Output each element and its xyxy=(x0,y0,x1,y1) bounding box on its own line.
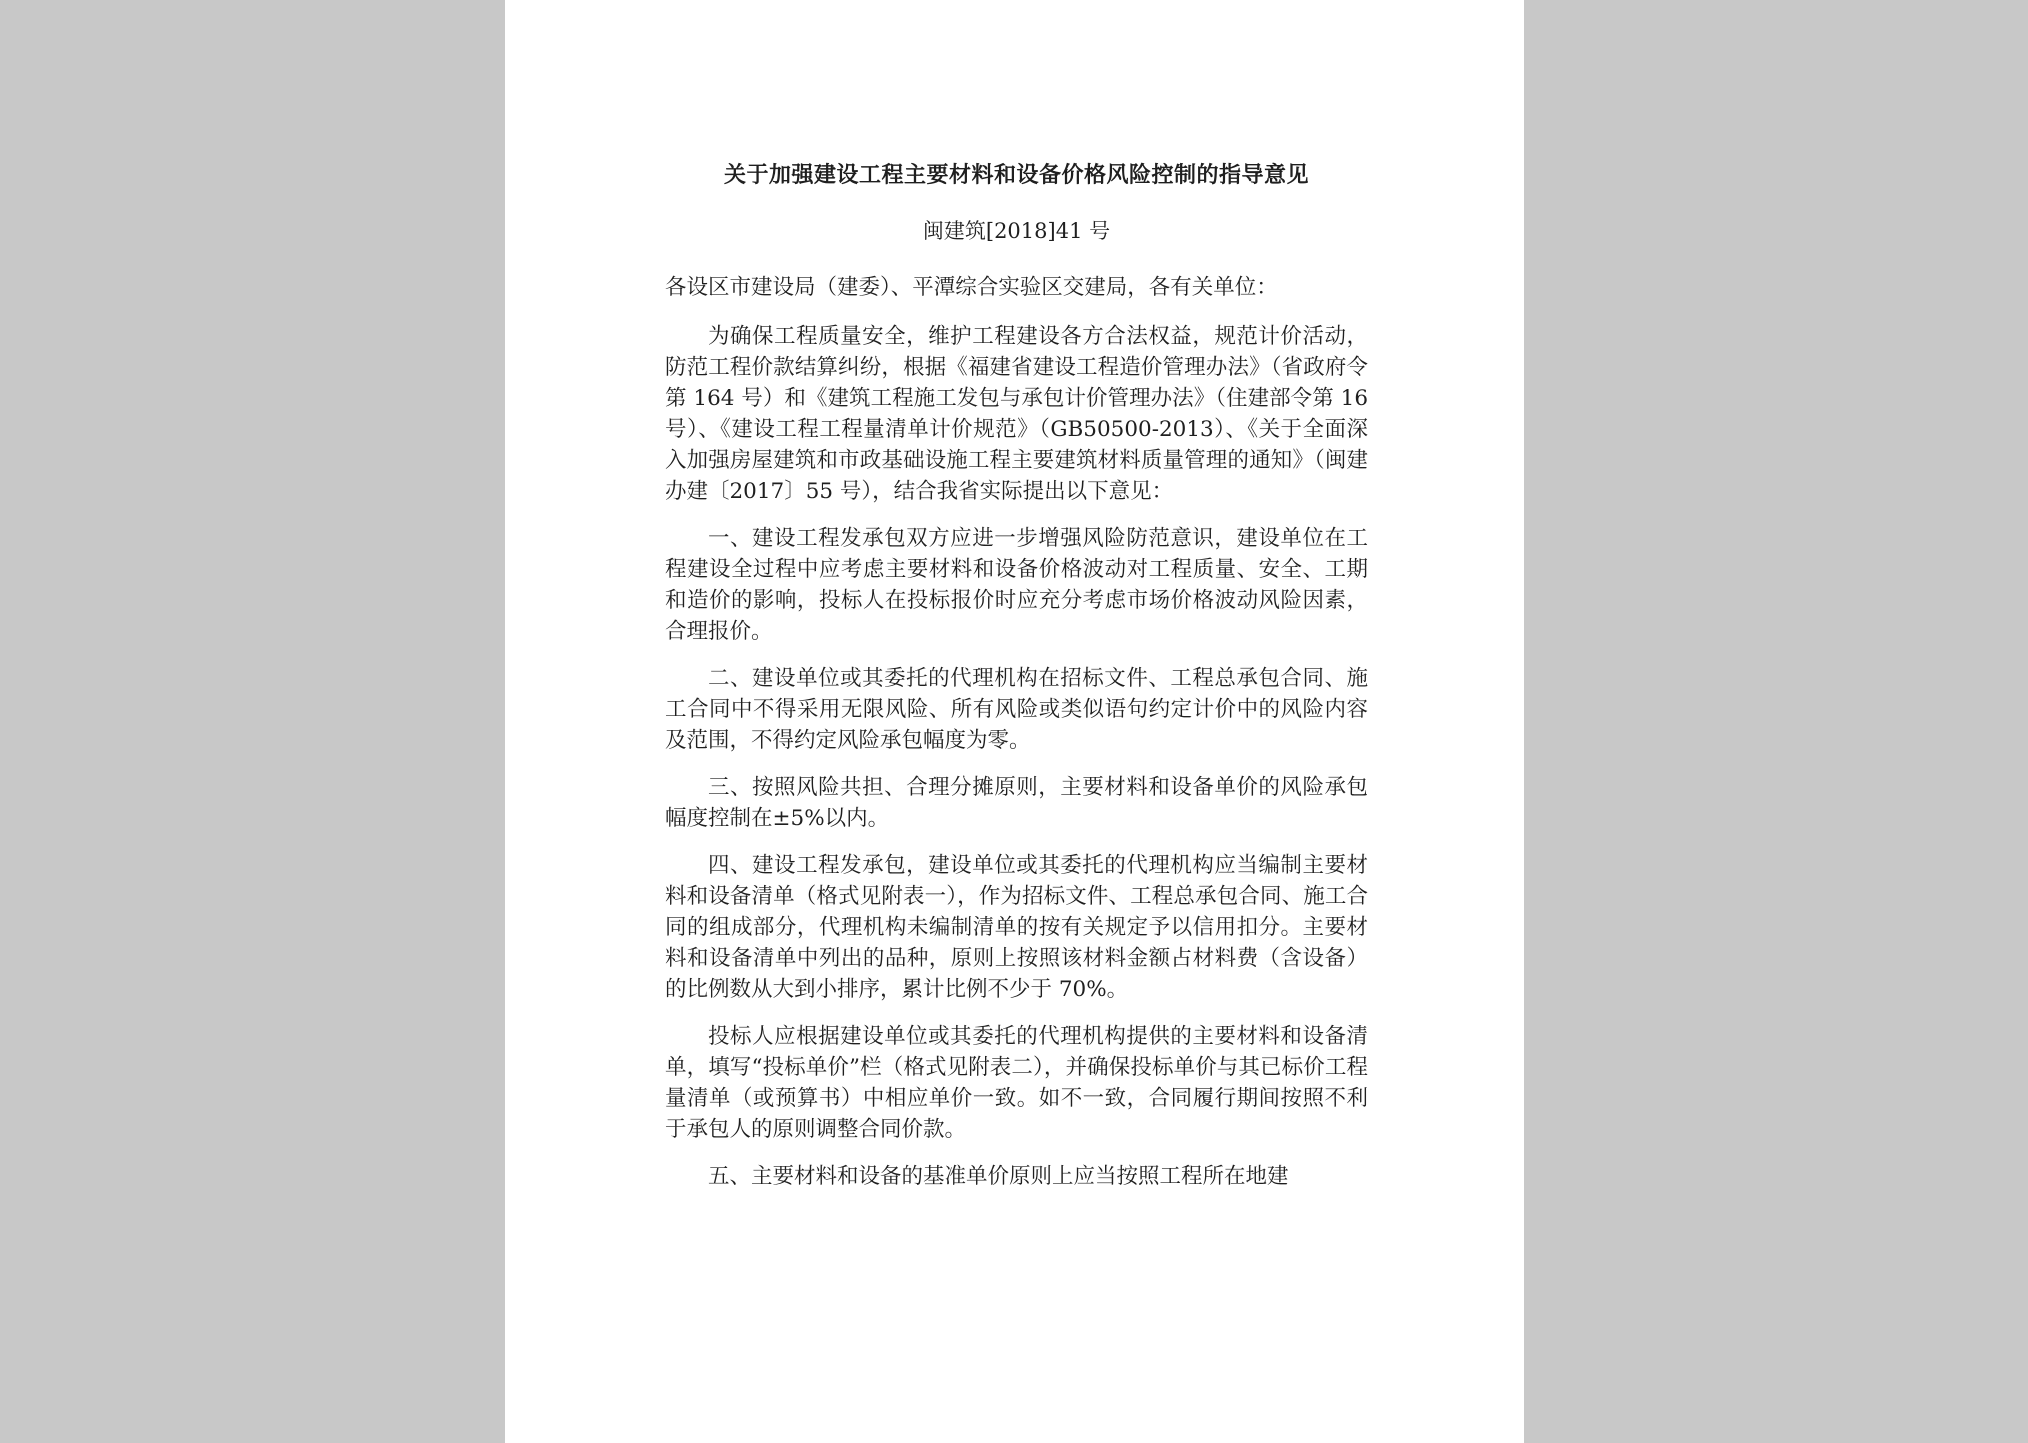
paragraph-item-3: 三、按照风险共担、合理分摊原则，主要材料和设备单价的风险承包幅度控制在±5%以内。 xyxy=(665,775,1368,831)
addressee-line: 各设区市建设局（建委）、平潭综合实验区交建局，各有关单位： xyxy=(665,275,1278,300)
paragraph-item-5: 五、主要材料和设备的基准单价原则上应当按照工程所在地建 xyxy=(708,1164,1289,1189)
document-number: 闽建筑[2018]41 号 xyxy=(922,219,1111,243)
paragraph-intro: 为确保工程质量安全，维护工程建设各方合法权益，规范计价活动，防范工程价款结算纠纷，根据《福建省建设工程造价管理办法》（省政府令第 164 号）和《建筑工程施工发包与承包计价管理办法》（住建部令第 16 号）、《建设工程工程量清单计价规范》（GB50500-2013）、《关于全面深入加强房屋建筑和市政基础设施工程主要建筑材料质量管理的通知》（闽建办建〔2017〕55 号），结合我省实际提出以下意见： xyxy=(665,324,1368,504)
paragraph-item-4-continued: 投标人应根据建设单位或其委托的代理机构提供的主要材料和设备清单，填写“投标单价”栏（格式见附表二），并确保投标单价与其已标价工程量清单（或预算书）中相应单价一致。如不一致，合同履行期间按照不利于承包人的原则调整合同价款。 xyxy=(665,1024,1368,1142)
paragraph-item-1: 一、建设工程发承包双方应进一步增强风险防范意识，建设单位在工程建设全过程中应考虑主要材料和设备价格波动对工程质量、安全、工期和造价的影响，投标人在投标报价时应充分考虑市场价格波动风险因素，合理报价。 xyxy=(665,526,1368,644)
paragraph-item-4: 四、建设工程发承包，建设单位或其委托的代理机构应当编制主要材料和设备清单（格式见附表一），作为招标文件、工程总承包合同、施工合同的组成部分，代理机构未编制清单的按有关规定予以信用扣分。主要材料和设备清单中列出的品种，原则上按照该材料金额占材料费（含设备）的比例数从大到小排序，累计比例不少于 70%。 xyxy=(665,853,1368,1002)
document-page xyxy=(505,0,1524,1443)
paragraph-item-2: 二、建设单位或其委托的代理机构在招标文件、工程总承包合同、施工合同中不得采用无限风险、所有风险或类似语句约定计价中的风险内容及范围，不得约定风险承包幅度为零。 xyxy=(665,666,1368,753)
document-title: 关于加强建设工程主要材料和设备价格风险控制的指导意见 xyxy=(723,163,1309,188)
